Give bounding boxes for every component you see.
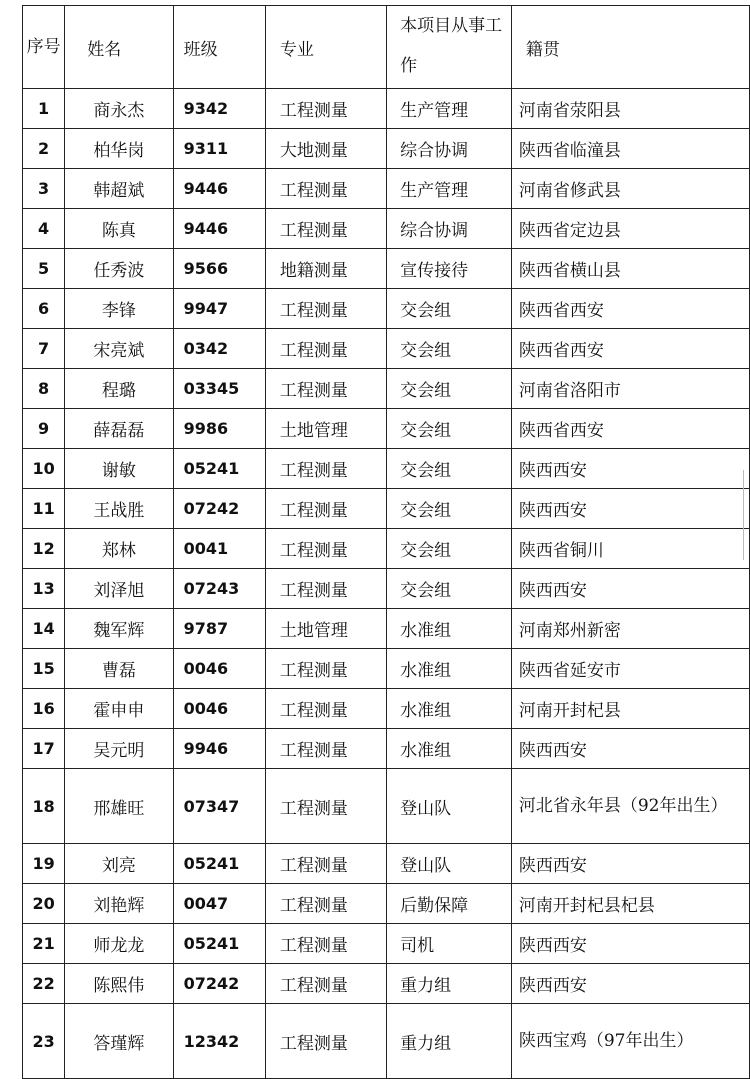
cell-index: 22 [23,964,65,1004]
cell-major: 工程测量 [265,369,386,409]
table-row [23,844,750,884]
cell-origin: 陕西省西安 [511,329,749,369]
header-work: 本项目从事工作 [387,6,512,89]
cell-class: 07242 [173,964,265,1004]
cell-major: 工程测量 [265,964,386,1004]
cell-work: 交会组 [387,329,512,369]
cell-work: 宣传接待 [387,249,512,289]
cell-name: 程璐 [65,369,173,409]
cell-work: 重力组 [387,1004,512,1079]
cell-class: 07243 [173,569,265,609]
cell-name: 任秀波 [65,249,173,289]
cell-name: 柏华岗 [65,129,173,169]
cell-major: 工程测量 [265,769,386,844]
cell-index: 13 [23,569,65,609]
cell-major: 工程测量 [265,844,386,884]
table-row [23,529,750,569]
cell-major: 工程测量 [265,884,386,924]
table-row [23,569,750,609]
cell-origin: 陕西省横山县 [511,249,749,289]
cell-index: 12 [23,529,65,569]
cell-origin: 河南省荥阳县 [511,89,749,129]
cell-name: 刘泽旭 [65,569,173,609]
cell-origin: 陕西省铜川 [511,529,749,569]
cell-work: 综合协调 [387,209,512,249]
cell-major: 土地管理 [265,409,386,449]
cell-origin: 陕西西安 [511,449,749,489]
cell-origin: 陕西西安 [511,844,749,884]
cell-name: 刘亮 [65,844,173,884]
table-row [23,289,750,329]
cell-class: 0046 [173,689,265,729]
cell-major: 工程测量 [265,649,386,689]
cell-name: 曹磊 [65,649,173,689]
cell-work: 生产管理 [387,89,512,129]
table-body [23,89,750,1079]
table-row [23,449,750,489]
cell-work: 登山队 [387,844,512,884]
cell-origin: 陕西省西安 [511,289,749,329]
cell-index: 2 [23,129,65,169]
cell-index: 11 [23,489,65,529]
page-edge-mark [743,470,750,560]
cell-name: 答瑾辉 [65,1004,173,1079]
cell-class: 05241 [173,924,265,964]
cell-origin: 陕西省延安市 [511,649,749,689]
cell-name: 薛磊磊 [65,409,173,449]
cell-major: 工程测量 [265,569,386,609]
cell-index: 1 [23,89,65,129]
table-row [23,884,750,924]
table-header-row [23,6,750,89]
cell-index: 20 [23,884,65,924]
table-row [23,1004,750,1079]
cell-major: 工程测量 [265,209,386,249]
cell-class: 03345 [173,369,265,409]
cell-class: 12342 [173,1004,265,1079]
cell-index: 18 [23,769,65,844]
cell-class: 9947 [173,289,265,329]
cell-class: 0047 [173,884,265,924]
table-row [23,209,750,249]
table-row [23,689,750,729]
cell-name: 李锋 [65,289,173,329]
cell-work: 水准组 [387,729,512,769]
header-name: 姓名 [65,6,173,89]
cell-work: 交会组 [387,529,512,569]
cell-class: 9946 [173,729,265,769]
cell-index: 16 [23,689,65,729]
cell-work: 交会组 [387,449,512,489]
cell-origin: 陕西西安 [511,924,749,964]
table-row [23,249,750,289]
cell-origin: 河北省永年县（92年出生） [511,769,749,844]
cell-origin: 陕西西安 [511,729,749,769]
cell-class: 9566 [173,249,265,289]
cell-name: 刘艳辉 [65,884,173,924]
cell-name: 吴元明 [65,729,173,769]
cell-origin: 陕西省临潼县 [511,129,749,169]
cell-class: 05241 [173,844,265,884]
cell-major: 土地管理 [265,609,386,649]
cell-index: 3 [23,169,65,209]
cell-class: 07347 [173,769,265,844]
cell-index: 4 [23,209,65,249]
cell-major: 工程测量 [265,1004,386,1079]
cell-index: 10 [23,449,65,489]
cell-index: 19 [23,844,65,884]
cell-class: 9446 [173,169,265,209]
cell-origin: 陕西省定边县 [511,209,749,249]
cell-major: 工程测量 [265,729,386,769]
table-row [23,964,750,1004]
table-row [23,169,750,209]
table-row [23,729,750,769]
cell-origin: 河南省洛阳市 [511,369,749,409]
cell-origin: 陕西西安 [511,964,749,1004]
cell-class: 0041 [173,529,265,569]
cell-name: 郑林 [65,529,173,569]
cell-origin: 河南郑州新密 [511,609,749,649]
table-row [23,769,750,844]
table-row [23,89,750,129]
table-row [23,329,750,369]
cell-work: 登山队 [387,769,512,844]
cell-work: 交会组 [387,569,512,609]
cell-name: 陈熙伟 [65,964,173,1004]
cell-name: 王战胜 [65,489,173,529]
cell-work: 水准组 [387,689,512,729]
cell-origin: 河南开封杞县杞县 [511,884,749,924]
cell-class: 9446 [173,209,265,249]
table-row [23,924,750,964]
cell-class: 0342 [173,329,265,369]
cell-index: 17 [23,729,65,769]
cell-class: 05241 [173,449,265,489]
cell-work: 司机 [387,924,512,964]
table-row [23,369,750,409]
cell-work: 水准组 [387,609,512,649]
cell-work: 交会组 [387,489,512,529]
cell-origin: 陕西西安 [511,489,749,529]
cell-work: 综合协调 [387,129,512,169]
cell-index: 6 [23,289,65,329]
cell-name: 宋亮斌 [65,329,173,369]
cell-origin: 陕西西安 [511,569,749,609]
header-index: 序号 [23,6,65,89]
cell-name: 魏军辉 [65,609,173,649]
cell-index: 7 [23,329,65,369]
cell-index: 21 [23,924,65,964]
page-bottom-mark [300,1044,308,1045]
cell-origin: 陕西省西安 [511,409,749,449]
cell-name: 邢雄旺 [65,769,173,844]
header-origin: 籍贯 [511,6,749,89]
cell-major: 工程测量 [265,689,386,729]
cell-major: 工程测量 [265,924,386,964]
cell-work: 后勤保障 [387,884,512,924]
cell-major: 大地测量 [265,129,386,169]
cell-work: 交会组 [387,289,512,329]
cell-class: 9311 [173,129,265,169]
table-row [23,489,750,529]
cell-major: 地籍测量 [265,249,386,289]
cell-major: 工程测量 [265,89,386,129]
cell-class: 9986 [173,409,265,449]
cell-work: 水准组 [387,649,512,689]
cell-major: 工程测量 [265,169,386,209]
roster-table [22,5,750,1079]
cell-work: 交会组 [387,409,512,449]
cell-class: 0046 [173,649,265,689]
cell-major: 工程测量 [265,529,386,569]
cell-major: 工程测量 [265,489,386,529]
cell-work: 生产管理 [387,169,512,209]
table-row [23,129,750,169]
cell-name: 师龙龙 [65,924,173,964]
cell-class: 9342 [173,89,265,129]
cell-origin: 河南开封杞县 [511,689,749,729]
header-major: 专业 [265,6,386,89]
cell-index: 5 [23,249,65,289]
cell-work: 重力组 [387,964,512,1004]
table-row [23,609,750,649]
cell-work: 交会组 [387,369,512,409]
cell-index: 9 [23,409,65,449]
cell-name: 谢敏 [65,449,173,489]
cell-origin: 陕西宝鸡（97年出生） [511,1004,749,1079]
header-class: 班级 [173,6,265,89]
cell-major: 工程测量 [265,329,386,369]
cell-name: 陈真 [65,209,173,249]
cell-index: 8 [23,369,65,409]
cell-index: 15 [23,649,65,689]
cell-major: 工程测量 [265,449,386,489]
cell-name: 商永杰 [65,89,173,129]
cell-index: 23 [23,1004,65,1079]
cell-name: 韩超斌 [65,169,173,209]
cell-origin: 河南省修武县 [511,169,749,209]
cell-class: 07242 [173,489,265,529]
cell-major: 工程测量 [265,289,386,329]
table-row [23,649,750,689]
cell-name: 霍申申 [65,689,173,729]
cell-class: 9787 [173,609,265,649]
cell-index: 14 [23,609,65,649]
roster-table-container [22,5,750,1079]
table-row [23,409,750,449]
